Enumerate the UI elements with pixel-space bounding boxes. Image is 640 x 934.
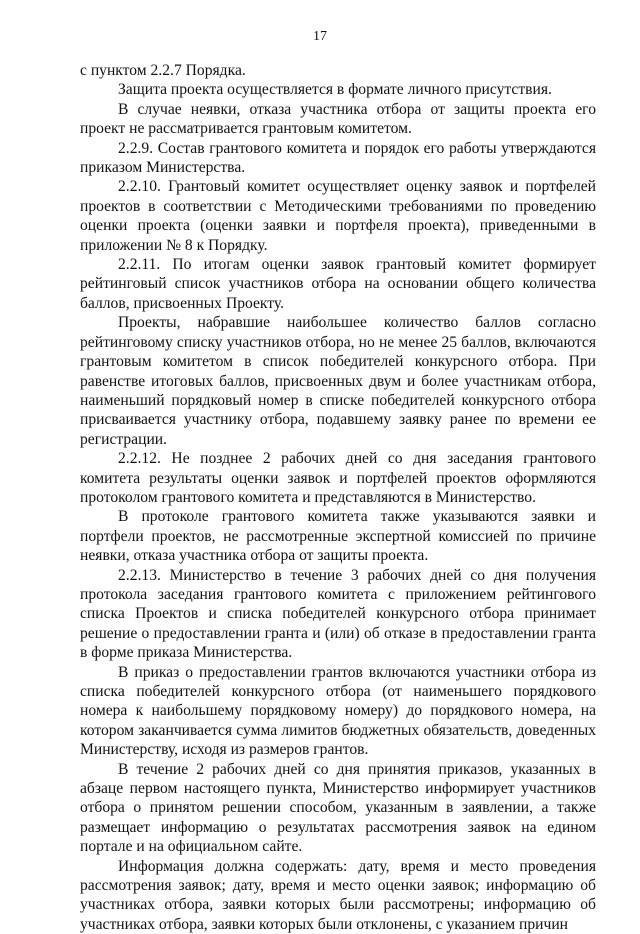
paragraph-7: Проекты, набравшие наибольшее количество баллов согласно рейтинговому списку участников отбора, но не менее 25 баллов, включаются грантовым комитетом в список победителей конкурсного отбора. При равенстве итоговых баллов, присвоенных двум и более участникам отбора, наименьший порядковый номер в списке победителей конкурсного отбора присваивается участнику отбора, подавшему заявку ранее по времени ее регистрации.: [80, 314, 596, 448]
paragraph-2: Защита проекта осуществляется в формате личного присутствия.: [118, 81, 552, 99]
paragraph-10: 2.2.13. Министерство в течение 3 рабочих дней со дня получения протокола заседания грантового комитета с приложением рейтингового списка Проектов и списка победителей конкурсного отбора принимает решение о предоставлении гранта и (или) об отказе в предоставлении гранта в форме приказа Министерства.: [80, 566, 596, 662]
paragraph-1: с пунктом 2.2.7 Порядка.: [80, 62, 246, 79]
paragraph-6: 2.2.11. По итогам оценки заявок грантовый комитет формирует рейтинговый список участников отбора на основании общего количества баллов, присвоенных Проекту.: [80, 256, 596, 312]
paragraph-9: В протоколе грантового комитета также указываются заявки и портфели проектов, не рассмотренные экспертной комиссией по причине неявки, отказа участника отбора от защиты проекта.: [80, 508, 596, 565]
document-body: [80, 61, 596, 934]
paragraph-13: Информация должна содержать: дату, время и место проведения рассмотрения заявок; дату, время и место оценки заявок; информацию об участниках отбора, заявки которых были рассмотрены; информацию об участниках отбора, заявки которых были отклонены, с указанием причин: [80, 857, 596, 933]
page-number: 17: [313, 29, 327, 44]
paragraph-8: 2.2.12. Не позднее 2 рабочих дней со дня заседания грантового комитета результаты оценки заявок и портфелей проектов оформляются протоколом грантового комитета и представляются в Министерство.: [80, 450, 596, 506]
paragraph-12: В течение 2 рабочих дней со дня принятия приказов, указанных в абзаце первом настоящего пункта, Министерство информирует участников отбора о принятом решении способом, указанным в заявлении, а также размещает информацию о результатах рассмотрения заявок на едином портале и на официальном сайте.: [80, 760, 596, 856]
paragraph-4: 2.2.9. Состав грантового комитета и порядок его работы утверждаются приказом Министерства.: [80, 139, 596, 177]
paragraph-3: В случае неявки, отказа участника отбора от защиты проекта его проект не рассматривается грантовым комитетом.: [80, 100, 596, 138]
paragraph-11: В приказ о предоставлении грантов включаются участники отбора из списка победителей конкурсного отбора (от наименьшего порядкового номера к наибольшему порядковому номеру) до порядкового номера, на котором заканчивается сумма лимитов бюджетных обязательств, доведенных Министерству, исходя из размеров грантов.: [80, 663, 596, 759]
paragraph-5: 2.2.10. Грантовый комитет осуществляет оценку заявок и портфелей проектов в соответствии с Методическими требованиями по проведению оценки проекта (оценки заявки и портфеля проекта), приведенными в приложении № 8 к Порядку.: [80, 178, 596, 254]
